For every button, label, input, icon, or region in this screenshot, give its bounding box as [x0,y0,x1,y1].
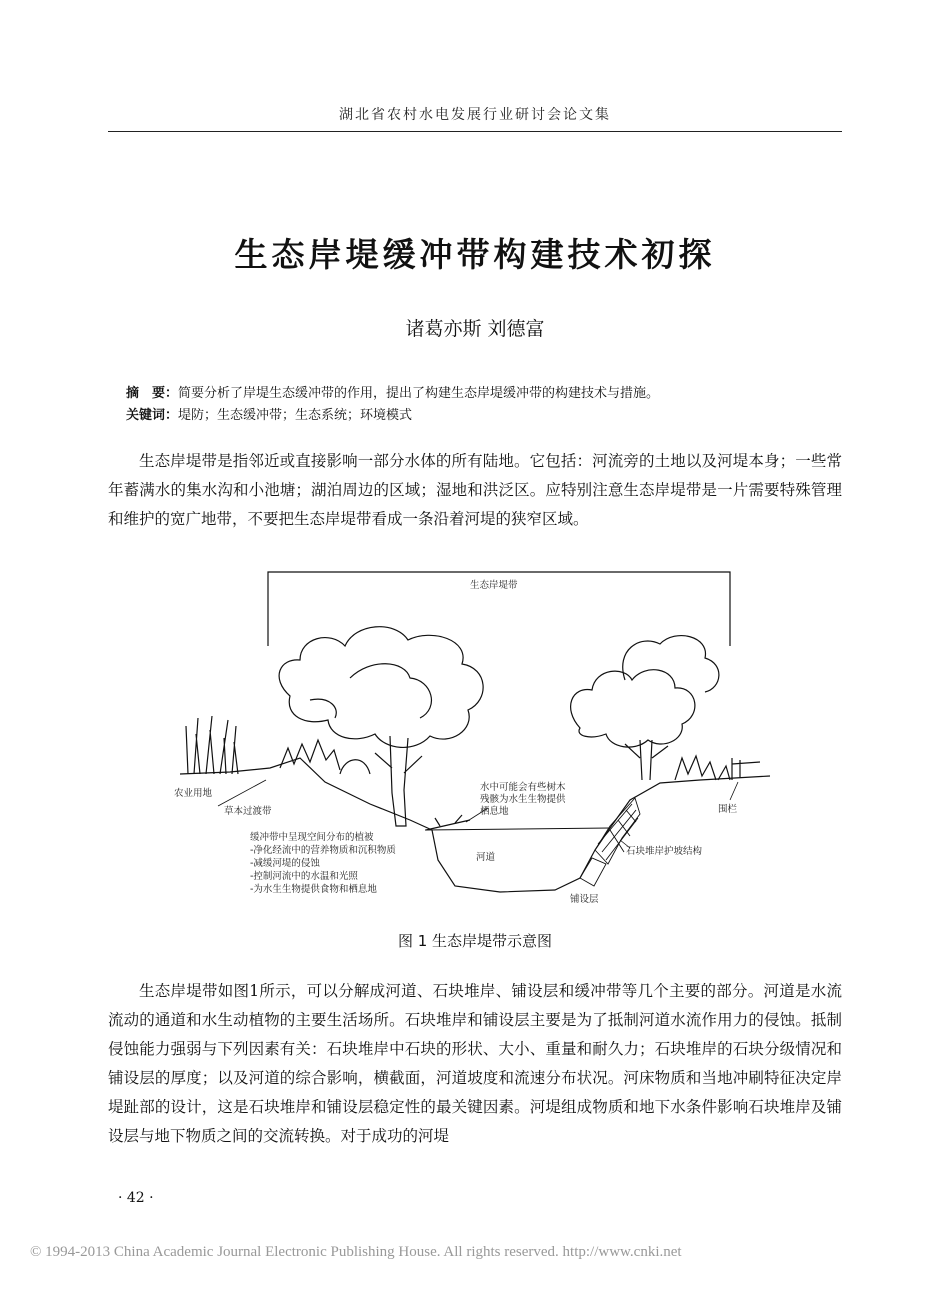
label-riprap: 石块堆岸护坡结构 [626,846,703,857]
article-authors: 诸葛亦斯 刘德富 [405,318,545,340]
label-riparian-zone: 生态岸堤带 [470,580,518,591]
copyright-notice: © 1994-2013 China Academic Journal Electronic Publishing House. All rights reserved. http://www.cnki.net [30,1244,682,1260]
abstract-text: 简要分析了岸堤生态缓冲带的作用，提出了构建生态岸堤缓冲带的构建技术与措施。 [178,386,660,401]
tree-canopy-right [571,670,695,747]
label-buffer-note-2: -净化经流中的营养物质和沉积物质 [250,845,396,856]
label-water-note-3: 栖息地 [480,806,509,817]
label-farmland: 农业用地 [174,788,213,799]
body-paragraph-2: 生态岸堤带如图1所示，可以分解成河道、石块堆岸、铺设层和缓冲带等几个主要的部分。河道是水流流动的通道和水生动植物的主要生活场所。石块堆岸和铺设层主要是为了抵制河道水流作用力的侵蚀。抵制侵蚀能力强弱与下列因素有关：石块堆岸中石块的形状、大小、重量和耐久力；石块堆岸的石块分级情况和铺设层的厚度；以及河道的综合影响，横截面，河道坡度和流速分布状况。河床物质和当地冲刷特征决定岸堤趾部的设计，这是石块堆岸和铺设层稳定性的最关键因素。河堤组成物质和地下水条件影响石块堆岸及铺设层与地下物质之间的交流转换。对于成功的河堤 [108,982,842,1145]
woody-debris [426,815,470,830]
tree-canopy-left [279,627,483,748]
page-number: · 42 · [118,1190,154,1206]
leader-fence [730,782,738,800]
label-buffer-note-3: -减缓河堤的侵蚀 [250,858,320,869]
water-surface [425,828,610,830]
label-buffer-note-4: -控制河流中的水温和光照 [250,871,358,882]
keywords-text: 堤防；生态缓冲带；生态系统；环境模式 [178,408,413,423]
tree-canopy-left-back [310,664,431,718]
shrub-right [675,756,730,780]
keywords-label: 关键词： [126,408,179,423]
tree-trunk-left [375,736,422,826]
label-grass-transition: 草本过渡带 [224,806,272,817]
abstract-label: 摘 要： [126,386,179,401]
bedding-layer [580,858,606,886]
journal-header: 湖北省农村水电发展行业研讨会论文集 [339,107,611,123]
abstract-line [126,383,826,405]
figure-caption: 图 1 生态岸堤带示意图 [397,932,553,950]
label-channel: 河道 [476,852,496,863]
label-buffer-note-5: -为水生生物提供食物和栖息地 [250,884,377,895]
label-buffer-note-1: 缓冲带中呈现空间分布的植被 [250,832,374,843]
header-rule [108,131,842,132]
label-bedding: 铺设层 [570,894,599,905]
leader-grass [218,780,266,806]
figure-riparian-buffer-diagram [170,568,790,913]
article-title: 生态岸堤缓冲带构建技术初探 [234,235,716,274]
label-fence: 围栏 [718,804,738,815]
tall-grass-left [186,716,238,774]
label-water-note-2: 残骸为水生生物提供 [480,794,566,805]
body-paragraph-1: 生态岸堤带是指邻近或直接影响一部分水体的所有陆地。它包括：河流旁的土地以及河堤本身；一些常年蓄满水的集水沟和小池塘；湖泊周边的区域；湿地和洪泛区。应特别注意生态岸堤带是一片需要特殊管理和维护的宽广地带，不要把生态岸堤带看成一条沿着河堤的狭窄区域。 [108,452,842,528]
tree-trunk-right [625,740,668,780]
shrub-left [280,740,370,774]
keywords-line [126,405,826,427]
tree-canopy-right-top [623,636,719,692]
label-water-note-1: 水中可能会有些树木 [480,782,566,793]
abstract-block [126,383,826,427]
